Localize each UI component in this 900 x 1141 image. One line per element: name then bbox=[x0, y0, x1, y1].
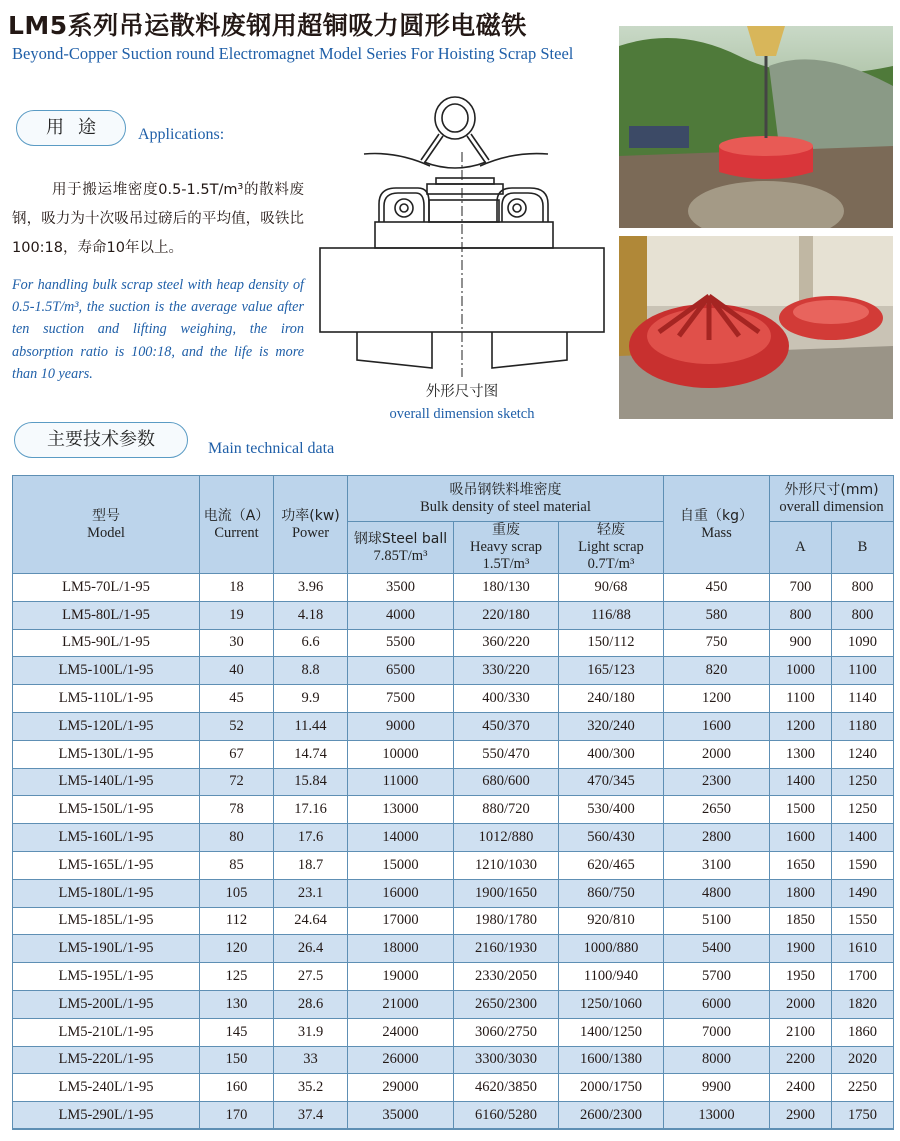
table-cell: 3300/3030 bbox=[454, 1046, 559, 1074]
header-current: 电流（A） Current bbox=[200, 476, 274, 574]
table-cell: LM5-190L/1-95 bbox=[13, 935, 200, 963]
table-cell: LM5-165L/1-95 bbox=[13, 851, 200, 879]
table-cell: 1012/880 bbox=[454, 824, 559, 852]
table-cell: 18.7 bbox=[274, 851, 348, 879]
table-cell: 165/123 bbox=[559, 657, 664, 685]
table-cell: 90/68 bbox=[559, 574, 664, 602]
table-cell: 2300 bbox=[664, 768, 770, 796]
table-cell: 17.16 bbox=[274, 796, 348, 824]
table-cell: 120 bbox=[200, 935, 274, 963]
table-cell: 9900 bbox=[664, 1074, 770, 1102]
table-cell: 1490 bbox=[832, 879, 894, 907]
table-cell: 470/345 bbox=[559, 768, 664, 796]
photo-magnets-in-workshop bbox=[619, 236, 893, 419]
table-row bbox=[13, 740, 894, 768]
table-cell: LM5-290L/1-95 bbox=[13, 1102, 200, 1130]
table-cell: LM5-185L/1-95 bbox=[13, 907, 200, 935]
table-cell: 1100 bbox=[770, 685, 832, 713]
table-cell: 3.96 bbox=[274, 574, 348, 602]
header-model: 型号 Model bbox=[13, 476, 200, 574]
table-cell: 1000 bbox=[770, 657, 832, 685]
table-cell: 9.9 bbox=[274, 685, 348, 713]
table-cell: 1090 bbox=[832, 629, 894, 657]
table-cell: 18 bbox=[200, 574, 274, 602]
table-cell: 37.4 bbox=[274, 1102, 348, 1130]
table-cell: 400/300 bbox=[559, 740, 664, 768]
table-cell: 1400/1250 bbox=[559, 1018, 664, 1046]
table-cell: 220/180 bbox=[454, 601, 559, 629]
table-cell: 5400 bbox=[664, 935, 770, 963]
table-cell: 1200 bbox=[770, 712, 832, 740]
table-cell: 800 bbox=[832, 601, 894, 629]
table-cell: 17000 bbox=[348, 907, 454, 935]
table-cell: 1860 bbox=[832, 1018, 894, 1046]
table-cell: 40 bbox=[200, 657, 274, 685]
table-cell: LM5-210L/1-95 bbox=[13, 1018, 200, 1046]
table-cell: 1590 bbox=[832, 851, 894, 879]
table-row bbox=[13, 796, 894, 824]
table-row bbox=[13, 629, 894, 657]
applications-heading: 用途 bbox=[16, 110, 126, 146]
table-cell: LM5-140L/1-95 bbox=[13, 768, 200, 796]
table-cell: 1180 bbox=[832, 712, 894, 740]
photo-magnet-lifting-rock bbox=[619, 26, 893, 228]
sketch-caption-cn: 外形尺寸图 bbox=[425, 384, 499, 400]
table-cell: 24.64 bbox=[274, 907, 348, 935]
table-cell: 125 bbox=[200, 963, 274, 991]
table-cell: 3100 bbox=[664, 851, 770, 879]
table-cell: LM5-220L/1-95 bbox=[13, 1046, 200, 1074]
table-cell: 160 bbox=[200, 1074, 274, 1102]
table-cell: 15.84 bbox=[274, 768, 348, 796]
table-cell: 920/810 bbox=[559, 907, 664, 935]
table-cell: 1250 bbox=[832, 768, 894, 796]
table-cell: LM5-130L/1-95 bbox=[13, 740, 200, 768]
table-cell: 150 bbox=[200, 1046, 274, 1074]
table-cell: LM5-70L/1-95 bbox=[13, 574, 200, 602]
table-row bbox=[13, 1046, 894, 1074]
table-cell: 9000 bbox=[348, 712, 454, 740]
table-cell: 1850 bbox=[770, 907, 832, 935]
header-power: 功率(kw) Power bbox=[274, 476, 348, 574]
table-row bbox=[13, 1018, 894, 1046]
table-cell: 6000 bbox=[664, 990, 770, 1018]
table-cell: 150/112 bbox=[559, 629, 664, 657]
table-cell: 23.1 bbox=[274, 879, 348, 907]
table-cell: 2600/2300 bbox=[559, 1102, 664, 1130]
table-cell: 1650 bbox=[770, 851, 832, 879]
table-cell: 1200 bbox=[664, 685, 770, 713]
table-cell: 80 bbox=[200, 824, 274, 852]
table-cell: 26.4 bbox=[274, 935, 348, 963]
table-cell: LM5-110L/1-95 bbox=[13, 685, 200, 713]
applications-heading-en: Applications: bbox=[138, 126, 225, 143]
table-cell: 6500 bbox=[348, 657, 454, 685]
table-cell: 28.6 bbox=[274, 990, 348, 1018]
header-mass: 自重（kg） Mass bbox=[664, 476, 770, 574]
table-row bbox=[13, 907, 894, 935]
table-cell: 1210/1030 bbox=[454, 851, 559, 879]
table-cell: 15000 bbox=[348, 851, 454, 879]
table-cell: 1600 bbox=[664, 712, 770, 740]
table-cell: 1400 bbox=[770, 768, 832, 796]
table-cell: 2400 bbox=[770, 1074, 832, 1102]
table-cell: 1820 bbox=[832, 990, 894, 1018]
table-cell: 2650 bbox=[664, 796, 770, 824]
table-row bbox=[13, 657, 894, 685]
table-cell: 550/470 bbox=[454, 740, 559, 768]
table-row bbox=[13, 963, 894, 991]
table-cell: 1800 bbox=[770, 879, 832, 907]
table-cell: LM5-150L/1-95 bbox=[13, 796, 200, 824]
table-cell: 24000 bbox=[348, 1018, 454, 1046]
table-cell: 360/220 bbox=[454, 629, 559, 657]
header-bulk-density: 吸吊钢铁料堆密度 Bulk density of steel material bbox=[348, 476, 664, 522]
table-cell: 2100 bbox=[770, 1018, 832, 1046]
dimension-sketch bbox=[312, 92, 612, 378]
parameters-heading-en: Main technical data bbox=[208, 440, 335, 457]
table-cell: 21000 bbox=[348, 990, 454, 1018]
header-dim-a: A bbox=[770, 522, 832, 574]
table-cell: 560/430 bbox=[559, 824, 664, 852]
table-cell: 145 bbox=[200, 1018, 274, 1046]
applications-text-cn: 用于搬运堆密度0.5-1.5T/m³的散料废钢，吸力为十次吸吊过磅后的平均值，吸铁比100:18，寿命10年以上。 bbox=[12, 182, 304, 256]
table-cell: 2650/2300 bbox=[454, 990, 559, 1018]
table-cell: 1900/1650 bbox=[454, 879, 559, 907]
table-cell: 860/750 bbox=[559, 879, 664, 907]
table-cell: 450 bbox=[664, 574, 770, 602]
table-cell: 820 bbox=[664, 657, 770, 685]
table-cell: 400/330 bbox=[454, 685, 559, 713]
table-cell: 14.74 bbox=[274, 740, 348, 768]
table-cell: 72 bbox=[200, 768, 274, 796]
table-cell: 3500 bbox=[348, 574, 454, 602]
table-cell: 580 bbox=[664, 601, 770, 629]
table-cell: 19000 bbox=[348, 963, 454, 991]
table-cell: 5100 bbox=[664, 907, 770, 935]
table-cell: 6.6 bbox=[274, 629, 348, 657]
table-cell: 1000/880 bbox=[559, 935, 664, 963]
table-row bbox=[13, 990, 894, 1018]
header-steel-ball: 钢球Steel ball 7.85T/m³ bbox=[348, 522, 454, 574]
table-cell: 13000 bbox=[664, 1102, 770, 1130]
table-row bbox=[13, 574, 894, 602]
table-cell: 1980/1780 bbox=[454, 907, 559, 935]
table-row bbox=[13, 879, 894, 907]
table-cell: 13000 bbox=[348, 796, 454, 824]
table-cell: 5500 bbox=[348, 629, 454, 657]
header-light-scrap: 轻废 Light scrap 0.7T/m³ bbox=[559, 522, 664, 574]
table-cell: LM5-120L/1-95 bbox=[13, 712, 200, 740]
table-cell: 680/600 bbox=[454, 768, 559, 796]
table-cell: 1400 bbox=[832, 824, 894, 852]
table-cell: 2250 bbox=[832, 1074, 894, 1102]
table-cell: 700 bbox=[770, 574, 832, 602]
table-cell: LM5-240L/1-95 bbox=[13, 1074, 200, 1102]
table-cell: 530/400 bbox=[559, 796, 664, 824]
table-cell: 18000 bbox=[348, 935, 454, 963]
table-cell: 67 bbox=[200, 740, 274, 768]
table-cell: 330/220 bbox=[454, 657, 559, 685]
table-cell: 1600 bbox=[770, 824, 832, 852]
table-cell: 5700 bbox=[664, 963, 770, 991]
table-bottom-rule bbox=[12, 1128, 893, 1130]
table-cell: 1250/1060 bbox=[559, 990, 664, 1018]
table-cell: 1250 bbox=[832, 796, 894, 824]
parameters-heading: 主要技术参数 bbox=[14, 422, 188, 458]
table-cell: 1900 bbox=[770, 935, 832, 963]
table-row bbox=[13, 601, 894, 629]
table-cell: 105 bbox=[200, 879, 274, 907]
table-cell: 11000 bbox=[348, 768, 454, 796]
table-cell: 8000 bbox=[664, 1046, 770, 1074]
table-cell: 450/370 bbox=[454, 712, 559, 740]
table-cell: 1500 bbox=[770, 796, 832, 824]
table-cell: 1100 bbox=[832, 657, 894, 685]
sketch-caption-en: overall dimension sketch bbox=[389, 406, 535, 422]
table-cell: 2200 bbox=[770, 1046, 832, 1074]
table-cell: 4.18 bbox=[274, 601, 348, 629]
table-cell: 7500 bbox=[348, 685, 454, 713]
table-cell: 1300 bbox=[770, 740, 832, 768]
table-cell: 1240 bbox=[832, 740, 894, 768]
table-cell: 1750 bbox=[832, 1102, 894, 1130]
table-cell: 78 bbox=[200, 796, 274, 824]
table-cell: 112 bbox=[200, 907, 274, 935]
table-row bbox=[13, 685, 894, 713]
table-cell: 4800 bbox=[664, 879, 770, 907]
table-cell: 19 bbox=[200, 601, 274, 629]
table-cell: 16000 bbox=[348, 879, 454, 907]
table-cell: 17.6 bbox=[274, 824, 348, 852]
table-row bbox=[13, 1074, 894, 1102]
table-row bbox=[13, 935, 894, 963]
header-dim-b: B bbox=[832, 522, 894, 574]
table-row bbox=[13, 712, 894, 740]
table-cell: 1600/1380 bbox=[559, 1046, 664, 1074]
table-cell: 4000 bbox=[348, 601, 454, 629]
table-cell: 14000 bbox=[348, 824, 454, 852]
table-cell: 26000 bbox=[348, 1046, 454, 1074]
table-cell: 7000 bbox=[664, 1018, 770, 1046]
table-cell: 27.5 bbox=[274, 963, 348, 991]
table-cell: 1610 bbox=[832, 935, 894, 963]
table-cell: 130 bbox=[200, 990, 274, 1018]
table-cell: 2800 bbox=[664, 824, 770, 852]
header-heavy-scrap: 重废 Heavy scrap 1.5T/m³ bbox=[454, 522, 559, 574]
table-cell: 620/465 bbox=[559, 851, 664, 879]
table-cell: 880/720 bbox=[454, 796, 559, 824]
table-row bbox=[13, 824, 894, 852]
table-cell: 170 bbox=[200, 1102, 274, 1130]
page-title: LM5系列吊运散料废钢用超铜吸力圆形电磁铁 bbox=[8, 11, 527, 40]
table-cell: 180/130 bbox=[454, 574, 559, 602]
table-cell: LM5-200L/1-95 bbox=[13, 990, 200, 1018]
table-cell: 4620/3850 bbox=[454, 1074, 559, 1102]
table-cell: 116/88 bbox=[559, 601, 664, 629]
table-cell: 800 bbox=[832, 574, 894, 602]
table-cell: 1550 bbox=[832, 907, 894, 935]
table-cell: 33 bbox=[274, 1046, 348, 1074]
table-cell: 320/240 bbox=[559, 712, 664, 740]
table-cell: 10000 bbox=[348, 740, 454, 768]
table-row bbox=[13, 768, 894, 796]
table-cell: 35.2 bbox=[274, 1074, 348, 1102]
spec-table-body bbox=[13, 574, 894, 1130]
table-cell: 31.9 bbox=[274, 1018, 348, 1046]
table-cell: 30 bbox=[200, 629, 274, 657]
table-row bbox=[13, 1102, 894, 1130]
table-cell: 1700 bbox=[832, 963, 894, 991]
table-cell: LM5-160L/1-95 bbox=[13, 824, 200, 852]
table-cell: 2000 bbox=[664, 740, 770, 768]
table-cell: 900 bbox=[770, 629, 832, 657]
table-cell: 11.44 bbox=[274, 712, 348, 740]
header-dimension: 外形尺寸(mm) overall dimension bbox=[770, 476, 894, 522]
table-row bbox=[13, 851, 894, 879]
table-cell: LM5-195L/1-95 bbox=[13, 963, 200, 991]
table-cell: 2900 bbox=[770, 1102, 832, 1130]
table-cell: 240/180 bbox=[559, 685, 664, 713]
table-cell: LM5-80L/1-95 bbox=[13, 601, 200, 629]
table-cell: 8.8 bbox=[274, 657, 348, 685]
spec-table bbox=[12, 475, 894, 1130]
table-cell: 750 bbox=[664, 629, 770, 657]
table-cell: 2330/2050 bbox=[454, 963, 559, 991]
table-cell: 35000 bbox=[348, 1102, 454, 1130]
table-cell: 1140 bbox=[832, 685, 894, 713]
table-cell: 2000 bbox=[770, 990, 832, 1018]
table-cell: 3060/2750 bbox=[454, 1018, 559, 1046]
applications-text-en: For handling bulk scrap steel with heap density of 0.5-1.5T/m³, the suction is the average value after ten suction and lifting weighing, the iron absorption ratio is 100:18, and the life is more than 10 years. bbox=[12, 277, 304, 382]
table-cell: 800 bbox=[770, 601, 832, 629]
table-cell: 2160/1930 bbox=[454, 935, 559, 963]
table-cell: 6160/5280 bbox=[454, 1102, 559, 1130]
table-cell: 29000 bbox=[348, 1074, 454, 1102]
table-cell: 85 bbox=[200, 851, 274, 879]
table-cell: 2000/1750 bbox=[559, 1074, 664, 1102]
table-cell: 45 bbox=[200, 685, 274, 713]
table-cell: LM5-180L/1-95 bbox=[13, 879, 200, 907]
table-cell: LM5-100L/1-95 bbox=[13, 657, 200, 685]
table-cell: 1950 bbox=[770, 963, 832, 991]
table-cell: 52 bbox=[200, 712, 274, 740]
table-cell: 2020 bbox=[832, 1046, 894, 1074]
table-cell: 1100/940 bbox=[559, 963, 664, 991]
page-subtitle: Beyond-Copper Suction round Electromagnet Model Series For Hoisting Scrap Steel bbox=[12, 44, 574, 63]
table-cell: LM5-90L/1-95 bbox=[13, 629, 200, 657]
